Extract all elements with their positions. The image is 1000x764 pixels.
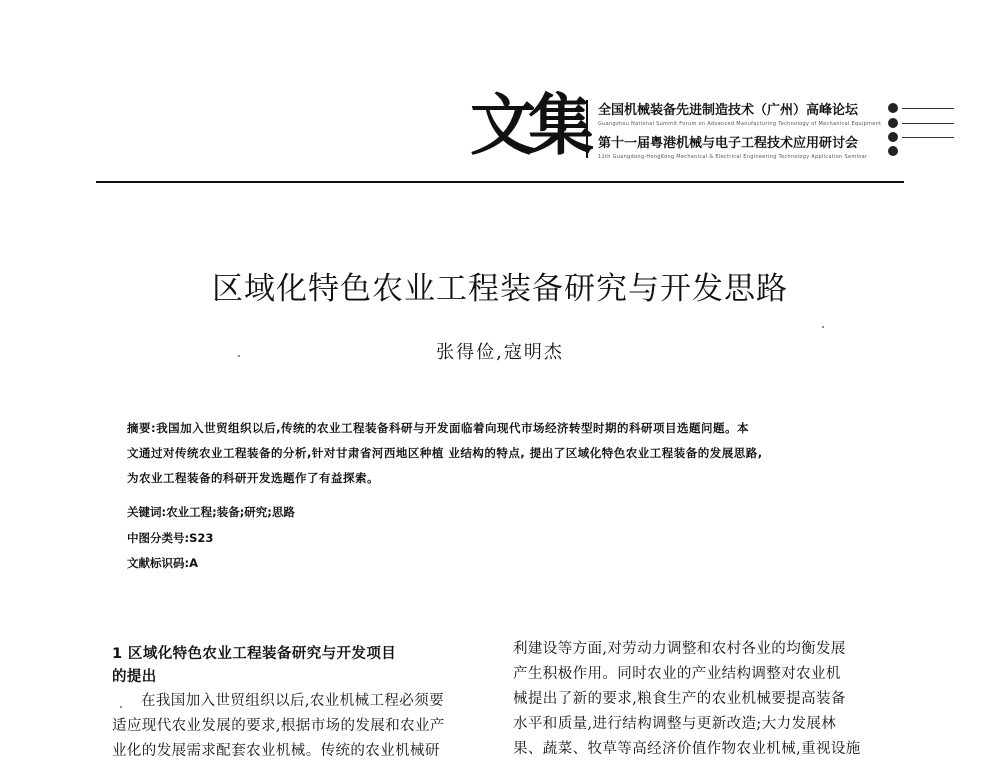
body-line: 利建设等方面,对劳动力调整和农村各业的均衡发展 xyxy=(513,641,846,657)
scan-speck xyxy=(120,706,122,708)
scan-speck xyxy=(238,355,240,357)
scan-speck xyxy=(822,326,824,328)
badge-icon xyxy=(888,146,898,156)
section-heading: 1 区域化特色农业工程装备研究与开发项目 xyxy=(112,646,397,662)
header-tail-line xyxy=(902,123,954,124)
header-tail-line xyxy=(902,137,954,138)
body-column-left xyxy=(112,637,487,764)
section-heading-cont: 的提出 xyxy=(112,669,157,685)
badge-icon xyxy=(888,118,898,128)
body-line: 果、蔬菜、牧草等高经济价值作物农业机械,重视设施 xyxy=(513,741,861,757)
body-line: 械提出了新的要求,粮食生产的农业机械要提高装备 xyxy=(513,691,846,707)
abstract-line: 文通过对传统农业工程装备的分析,针对甘肃省河西地区种植 业结构的特点, 提出了区域化特色农业工程装备的发展思路, xyxy=(127,446,763,460)
abstract-line: 摘要:我国加入世贸组织以后,传统的农业工程装备科研与开发面临着向现代市场经济转型时期的科研项目选题问题。本 xyxy=(127,421,749,435)
document-code: 文献标识码:A xyxy=(127,556,198,570)
article-authors: 张得俭,寇明杰 xyxy=(436,342,564,363)
body-column-right xyxy=(513,637,888,762)
keywords: 关键词:农业工程;装备;研究;思路 xyxy=(127,505,295,519)
badge-icon xyxy=(888,132,898,142)
body-line: 水平和质量,进行结构调整与更新改造;大力发展林 xyxy=(513,716,837,732)
header-divider xyxy=(586,100,588,158)
abstract-line: 为农业工程装备的科研开发选题作了有益探索。 xyxy=(127,471,379,485)
conference-name-1-english: Guangzhou National Summit Forum on Advanced Manufacturing Technology of Mechanical Equipment xyxy=(598,121,882,127)
conference-name-1: 全国机械装备先进制造技术（广州）高峰论坛 xyxy=(598,103,859,118)
body-line: 适应现代农业发展的要求,根据市场的发展和农业产 xyxy=(112,718,445,734)
proceedings-logo: 文集 xyxy=(470,86,586,164)
conference-name-2: 第十一届粤港机械与电子工程技术应用研讨会 xyxy=(598,136,859,151)
body-line: 业化的发展需求配套农业机械。传统的农业机械研 xyxy=(112,743,440,759)
clc-number: 中图分类号:S23 xyxy=(127,531,214,545)
article-title: 区域化特色农业工程装备研究与开发思路 xyxy=(212,271,788,307)
abstract-label: 摘要: xyxy=(127,421,157,435)
body-line: 在我国加入世贸组织以后,农业机械工程必须要 xyxy=(141,693,445,709)
abstract xyxy=(127,416,877,491)
header-rule xyxy=(96,181,904,183)
body-line: 产生积极作用。同时农业的产业结构调整对农业机 xyxy=(513,666,841,682)
header-tail-line xyxy=(902,108,954,109)
badge-icon xyxy=(888,103,898,113)
conference-name-2-english: 11th Guangdong-HongKong Mechanical & Electrical Engineering Technology Application Seminar xyxy=(598,154,868,160)
